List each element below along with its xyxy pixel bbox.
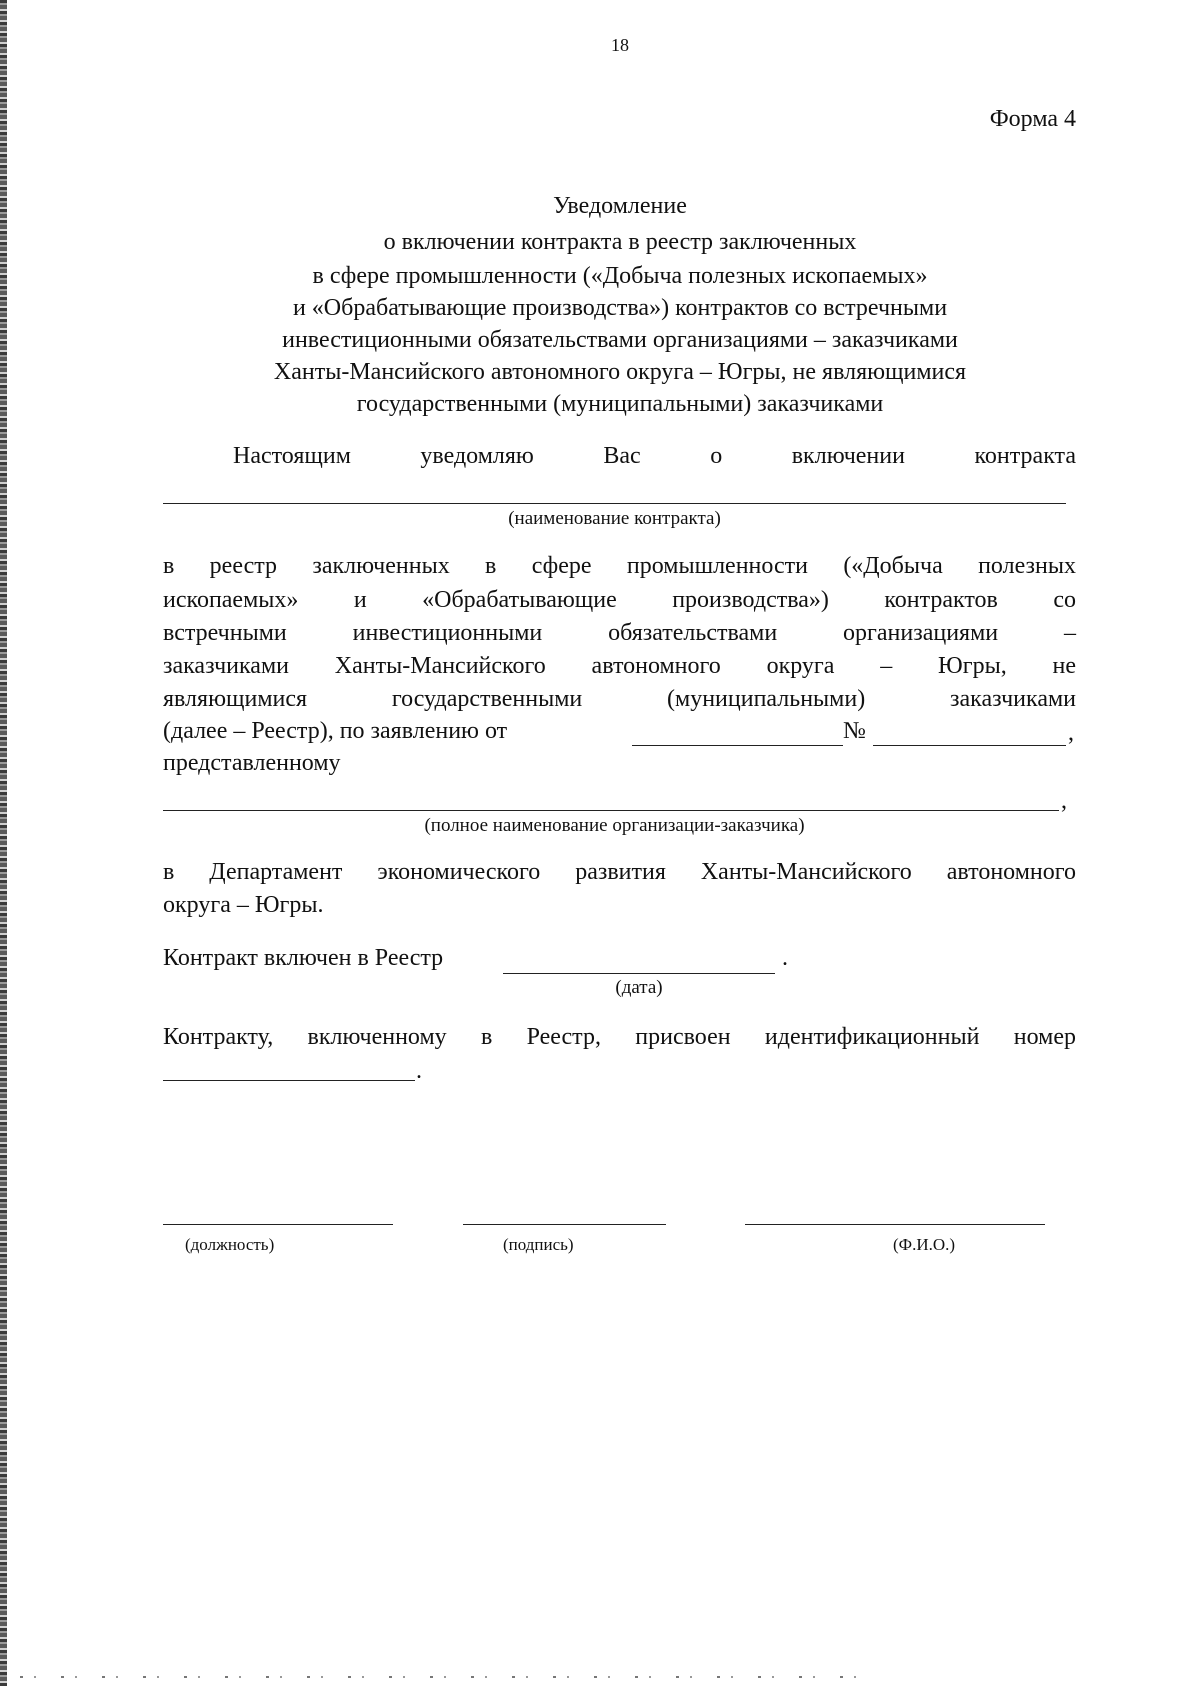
position-field[interactable] bbox=[163, 1224, 393, 1225]
comma: , bbox=[1061, 788, 1067, 814]
presented-to: представленному bbox=[163, 750, 341, 776]
name-field[interactable] bbox=[745, 1224, 1045, 1225]
form-label: Форма 4 bbox=[989, 106, 1076, 132]
number-sign: № bbox=[843, 718, 866, 744]
contract-name-field[interactable] bbox=[163, 503, 1066, 504]
caption-date: (дата) bbox=[615, 977, 663, 998]
title-line: и «Обрабатывающие производства») контрактов со встречными bbox=[292, 295, 948, 321]
comma: , bbox=[1068, 720, 1074, 746]
period: . bbox=[782, 945, 788, 971]
title-line: Уведомление bbox=[553, 193, 687, 219]
title-line: в сфере промышленности («Добыча полезных ископаемых» bbox=[312, 263, 928, 289]
caption-position: (должность) bbox=[185, 1235, 275, 1254]
department-line: в Департамент экономического развития Ханты-Мансийского автономного bbox=[163, 859, 1076, 885]
application-prefix: (далее – Реестр), по заявлению от bbox=[163, 718, 508, 744]
title-line: о включении контракта в реестр заключенных bbox=[383, 229, 857, 255]
caption-contract: (наименование контракта) bbox=[508, 508, 721, 529]
page-number: 18 bbox=[611, 35, 629, 55]
period: . bbox=[416, 1058, 422, 1084]
caption-organization: (полное наименование организации-заказчика) bbox=[424, 815, 805, 836]
body-line: заказчиками Ханты-Мансийского автономного округа – Югры, не bbox=[163, 653, 1076, 679]
caption-name: (Ф.И.О.) bbox=[893, 1235, 956, 1254]
included-label: Контракт включен в Реестр bbox=[163, 945, 444, 971]
title-line: Ханты-Мансийского автономного округа – Югры, не являющимися bbox=[273, 359, 967, 385]
body-line: в реестр заключенных в сфере промышленности («Добыча полезных bbox=[163, 553, 1076, 579]
signature-field[interactable] bbox=[463, 1224, 666, 1225]
id-number-field[interactable] bbox=[163, 1080, 415, 1081]
application-number-field[interactable] bbox=[873, 745, 1066, 746]
scan-bottom-edge bbox=[20, 1676, 880, 1678]
inclusion-date-field[interactable] bbox=[503, 973, 775, 974]
title-line: государственными (муниципальными) заказчиками bbox=[356, 391, 884, 417]
application-date-field[interactable] bbox=[632, 745, 843, 746]
body-line: встречными инвестиционными обязательствами организациями – bbox=[163, 620, 1076, 646]
organization-name-field[interactable] bbox=[163, 810, 1059, 811]
id-number-line: Контракту, включенному в Реестр, присвоен идентификационный номер bbox=[163, 1024, 1076, 1050]
caption-signature: (подпись) bbox=[503, 1235, 574, 1254]
department-line: округа – Югры. bbox=[163, 892, 324, 918]
intro-line: Настоящим уведомляю Вас о включении контракта bbox=[233, 443, 1076, 469]
body-line: ископаемых» и «Обрабатывающие производства») контрактов со bbox=[163, 587, 1076, 613]
body-line: являющимися государственными (муниципальными) заказчиками bbox=[163, 686, 1076, 712]
title-line: инвестиционными обязательствами организациями – заказчиками bbox=[282, 327, 958, 353]
